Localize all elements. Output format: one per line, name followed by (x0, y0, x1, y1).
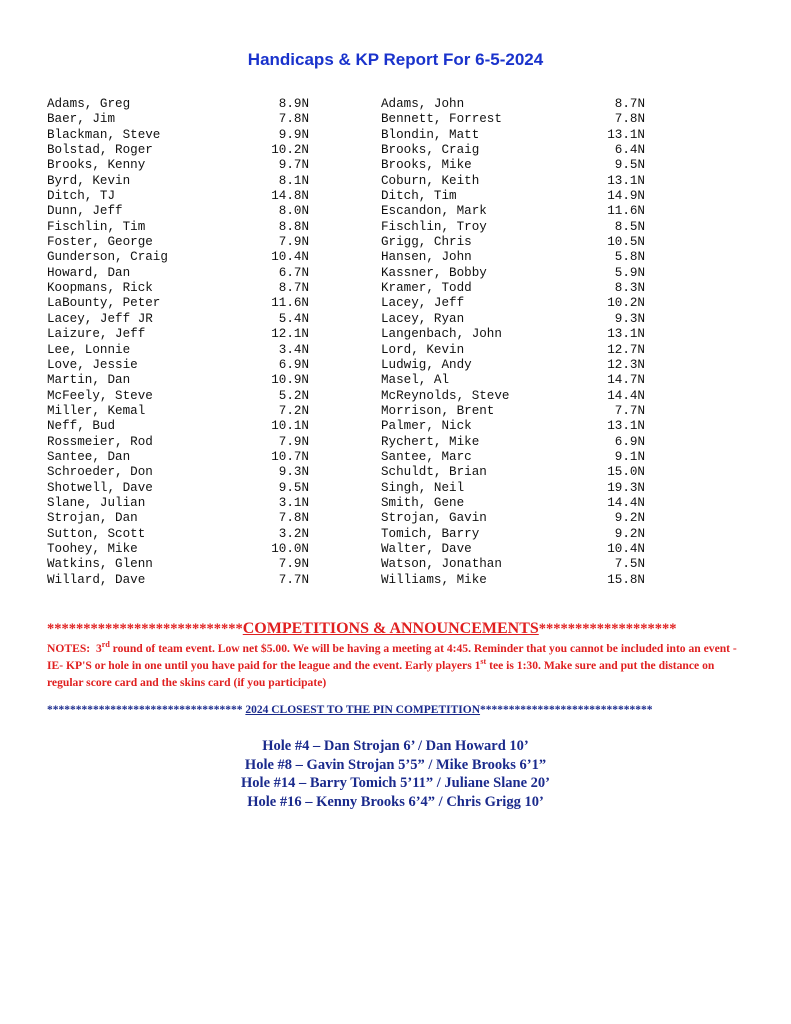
hole-result: Hole #4 – Dan Strojan 6’ / Dan Howard 10’ (262, 738, 529, 754)
player-handicap: 7.8N (278, 511, 309, 526)
player-handicap: 10.1N (271, 419, 309, 434)
player-name: Watson, Jonathan (381, 557, 502, 572)
player-handicap: 14.4N (607, 495, 645, 510)
player-name: Willard, Dave (47, 572, 146, 587)
player-row (381, 450, 645, 465)
player-name: Lacey, Ryan (381, 311, 465, 326)
player-row (381, 296, 645, 311)
player-handicap: 9.1N (614, 449, 645, 464)
player-row (47, 358, 309, 373)
player-row (381, 557, 645, 572)
player-handicap: 3.2N (278, 526, 309, 541)
player-row (47, 389, 309, 404)
player-name: Miller, Kemal (47, 403, 146, 418)
player-name: Fischlin, Tim (47, 219, 146, 234)
player-row (47, 174, 309, 189)
player-row (381, 204, 645, 219)
player-name: Adams, John (381, 97, 465, 111)
player-name: Lee, Lonnie (47, 342, 131, 357)
player-name: Rychert, Mike (381, 434, 480, 449)
player-name: McReynolds, Steve (381, 388, 510, 403)
competitions-header (47, 620, 747, 638)
player-row (381, 435, 645, 450)
player-handicap: 10.0N (271, 541, 309, 556)
player-name: Ditch, Tim (381, 189, 457, 204)
player-name: Love, Jessie (47, 357, 138, 372)
player-handicap: 14.4N (607, 388, 645, 403)
player-row (47, 481, 309, 496)
player-row (381, 511, 645, 526)
closest-to-pin-results (0, 737, 791, 811)
player-handicap: 9.3N (278, 465, 309, 480)
player-handicap: 10.7N (271, 449, 309, 464)
player-handicap: 8.7N (278, 281, 309, 296)
player-handicap: 9.7N (278, 158, 309, 173)
player-handicap: 11.6N (607, 204, 645, 219)
competitions-heading: COMPETITIONS & ANNOUNCEMENTS (242, 620, 539, 637)
player-name: McFeely, Steve (47, 388, 153, 403)
player-name: Santee, Marc (381, 449, 472, 464)
player-name: Brooks, Mike (381, 158, 472, 173)
player-row (381, 389, 645, 404)
player-handicap: 13.1N (607, 173, 645, 188)
player-handicap: 14.7N (607, 373, 645, 388)
player-row (381, 174, 645, 189)
player-row (381, 158, 645, 173)
player-row (381, 343, 645, 358)
stars-divider: ****************************** (480, 704, 653, 716)
player-handicap: 9.2N (614, 526, 645, 541)
player-row (47, 496, 309, 511)
player-handicap: 10.4N (607, 541, 645, 556)
player-name: Palmer, Nick (381, 419, 472, 434)
player-name: Howard, Dan (47, 265, 131, 280)
player-name: Strojan, Dan (47, 511, 138, 526)
player-name: Koopmans, Rick (47, 281, 153, 296)
announcement-notes (47, 640, 747, 691)
notes-label: NOTES: (47, 642, 91, 655)
player-handicap: 7.8N (614, 112, 645, 127)
player-handicap: 7.9N (278, 557, 309, 572)
notes-ordinal: 3 (95, 642, 102, 655)
player-name: Blackman, Steve (47, 127, 161, 142)
notes-text-end: tee is 1:30. Make sure and put the distance on regular score card and the skins card (if you participate) (47, 659, 715, 689)
player-name: Kassner, Bobby (381, 265, 487, 280)
player-handicap: 6.9N (278, 357, 309, 372)
player-row (47, 112, 309, 127)
player-row (381, 97, 645, 112)
player-name: Blondin, Matt (381, 127, 480, 142)
player-row (47, 373, 309, 388)
player-row (381, 128, 645, 143)
player-row (47, 312, 309, 327)
player-name: Kramer, Todd (381, 281, 472, 296)
player-handicap: 12.1N (271, 327, 309, 342)
player-row (47, 266, 309, 281)
player-handicap: 10.2N (607, 296, 645, 311)
player-row (47, 450, 309, 465)
player-name: Lacey, Jeff (381, 296, 465, 311)
player-name: Schuldt, Brian (381, 465, 487, 480)
player-row (47, 97, 309, 112)
closest-to-pin-header (47, 704, 757, 716)
player-handicap: 6.7N (278, 265, 309, 280)
handicap-list-left (47, 97, 309, 588)
hole-result: Hole #16 – Kenny Brooks 6’4” / Chris Grigg 10’ (247, 793, 544, 810)
player-handicap: 5.2N (278, 388, 309, 403)
player-name: Coburn, Keith (381, 173, 480, 188)
player-name: Escandon, Mark (381, 204, 487, 219)
player-row (47, 542, 309, 557)
player-handicap: 14.9N (607, 189, 645, 204)
player-row (381, 573, 645, 588)
player-handicap: 9.5N (614, 158, 645, 173)
player-name: Williams, Mike (381, 572, 487, 587)
player-handicap: 9.9N (278, 127, 309, 142)
player-handicap: 7.5N (614, 557, 645, 572)
player-row (381, 542, 645, 557)
player-row (47, 511, 309, 526)
closest-to-pin-heading: 2024 CLOSEST TO THE PIN COMPETITION (245, 704, 481, 716)
player-row (381, 266, 645, 281)
player-name: Foster, George (47, 235, 153, 250)
player-row (381, 481, 645, 496)
player-handicap: 3.4N (278, 342, 309, 357)
player-row (47, 143, 309, 158)
player-handicap: 13.1N (607, 419, 645, 434)
player-handicap: 7.7N (278, 572, 309, 587)
player-row (381, 235, 645, 250)
player-handicap: 8.3N (614, 281, 645, 296)
player-row (47, 296, 309, 311)
player-name: Ludwig, Andy (381, 357, 472, 372)
hole-result: Hole #14 – Barry Tomich 5’11” / Juliane Slane 20’ (241, 775, 550, 791)
player-handicap: 5.8N (614, 250, 645, 265)
player-name: Byrd, Kevin (47, 173, 131, 188)
player-handicap: 19.3N (607, 480, 645, 495)
player-row (47, 435, 309, 450)
player-name: Bennett, Forrest (381, 112, 502, 127)
player-name: Martin, Dan (47, 373, 131, 388)
player-name: Masel, Al (381, 373, 450, 388)
player-handicap: 8.9N (278, 97, 309, 111)
player-handicap: 8.0N (278, 204, 309, 219)
player-row (381, 496, 645, 511)
player-name: Neff, Bud (47, 419, 116, 434)
player-handicap: 8.7N (614, 97, 645, 111)
stars-divider: ********************************** (47, 704, 243, 716)
player-name: Grigg, Chris (381, 235, 472, 250)
player-handicap: 10.4N (271, 250, 309, 265)
player-handicap: 10.2N (271, 143, 309, 158)
player-handicap: 6.4N (614, 143, 645, 158)
player-name: Bolstad, Roger (47, 143, 153, 158)
stars-divider: *************************** (47, 621, 243, 637)
player-row (381, 404, 645, 419)
player-row (381, 189, 645, 204)
player-name: Gunderson, Craig (47, 250, 168, 265)
player-handicap: 13.1N (607, 127, 645, 142)
player-handicap: 15.8N (607, 572, 645, 587)
player-row (47, 419, 309, 434)
player-handicap: 12.7N (607, 342, 645, 357)
player-row (381, 327, 645, 342)
player-name: Tomich, Barry (381, 526, 480, 541)
player-handicap: 8.8N (278, 219, 309, 234)
player-name: LaBounty, Peter (47, 296, 161, 311)
player-row (381, 112, 645, 127)
player-row (47, 404, 309, 419)
player-handicap: 15.0N (607, 465, 645, 480)
player-name: Smith, Gene (381, 495, 465, 510)
player-row (381, 312, 645, 327)
player-row (47, 343, 309, 358)
player-row (47, 557, 309, 572)
player-handicap: 9.5N (278, 480, 309, 495)
player-name: Slane, Julian (47, 495, 146, 510)
player-row (47, 220, 309, 235)
hole-result: Hole #8 – Gavin Strojan 5’5” / Mike Brooks 6’1” (244, 756, 547, 773)
player-name: Hansen, John (381, 250, 472, 265)
player-name: Langenbach, John (381, 327, 502, 342)
player-row (47, 158, 309, 173)
player-name: Rossmeier, Rod (47, 434, 153, 449)
player-name: Santee, Dan (47, 449, 131, 464)
player-row (47, 250, 309, 265)
player-handicap: 14.8N (271, 189, 309, 204)
player-row (47, 235, 309, 250)
player-handicap: 12.3N (607, 357, 645, 372)
player-handicap: 3.1N (278, 495, 309, 510)
player-handicap: 9.3N (614, 311, 645, 326)
player-name: Ditch, TJ (47, 189, 116, 204)
player-row (381, 281, 645, 296)
player-name: Morrison, Brent (381, 403, 495, 418)
player-row (47, 281, 309, 296)
player-name: Toohey, Mike (47, 541, 138, 556)
player-name: Dunn, Jeff (47, 204, 123, 219)
player-handicap: 7.2N (278, 403, 309, 418)
notes-suffix: st (480, 657, 487, 667)
notes-ordinal-suffix: rd (101, 640, 110, 650)
player-name: Lord, Kevin (381, 342, 465, 357)
player-row (381, 527, 645, 542)
player-handicap: 13.1N (607, 327, 645, 342)
player-handicap: 5.4N (278, 311, 309, 326)
player-row (381, 465, 645, 480)
player-name: Shotwell, Dave (47, 480, 153, 495)
player-row (47, 527, 309, 542)
player-row (381, 250, 645, 265)
player-handicap: 8.5N (614, 219, 645, 234)
player-name: Strojan, Gavin (381, 511, 487, 526)
player-name: Schroeder, Don (47, 465, 153, 480)
player-name: Sutton, Scott (47, 526, 146, 541)
player-name: Brooks, Kenny (47, 158, 146, 173)
player-row (381, 358, 645, 373)
player-handicap: 9.2N (614, 511, 645, 526)
notes-text: round of team event. Low net $5.00. We will be having a meeting at 4:45. Reminder that you cannot be included into an event -IE- KP'S or hole in one until you have paid for the league and the event. Early players 1 (47, 642, 737, 672)
player-name: Fischlin, Troy (381, 219, 487, 234)
player-row (47, 189, 309, 204)
player-name: Singh, Neil (381, 480, 465, 495)
player-handicap: 10.9N (271, 373, 309, 388)
player-handicap: 6.9N (614, 434, 645, 449)
player-handicap: 7.8N (278, 112, 309, 127)
player-name: Watkins, Glenn (47, 557, 153, 572)
player-row (47, 327, 309, 342)
report-title: Handicaps & KP Report For 6-5-2024 (247, 50, 544, 69)
player-row (47, 204, 309, 219)
player-name: Walter, Dave (381, 541, 472, 556)
player-row (381, 373, 645, 388)
handicap-list-right (381, 97, 645, 588)
player-name: Adams, Greg (47, 97, 131, 111)
player-handicap: 7.9N (278, 434, 309, 449)
player-handicap: 11.6N (271, 296, 309, 311)
player-handicap: 5.9N (614, 265, 645, 280)
player-handicap: 7.9N (278, 235, 309, 250)
stars-divider: ******************* (538, 621, 677, 637)
player-row (47, 573, 309, 588)
player-name: Lacey, Jeff JR (47, 311, 153, 326)
player-row (47, 465, 309, 480)
player-handicap: 8.1N (278, 173, 309, 188)
player-handicap: 10.5N (607, 235, 645, 250)
player-name: Brooks, Craig (381, 143, 480, 158)
player-row (47, 128, 309, 143)
player-row (381, 419, 645, 434)
player-handicap: 7.7N (614, 403, 645, 418)
player-row (381, 220, 645, 235)
player-row (381, 143, 645, 158)
player-name: Baer, Jim (47, 112, 116, 127)
player-name: Laizure, Jeff (47, 327, 146, 342)
